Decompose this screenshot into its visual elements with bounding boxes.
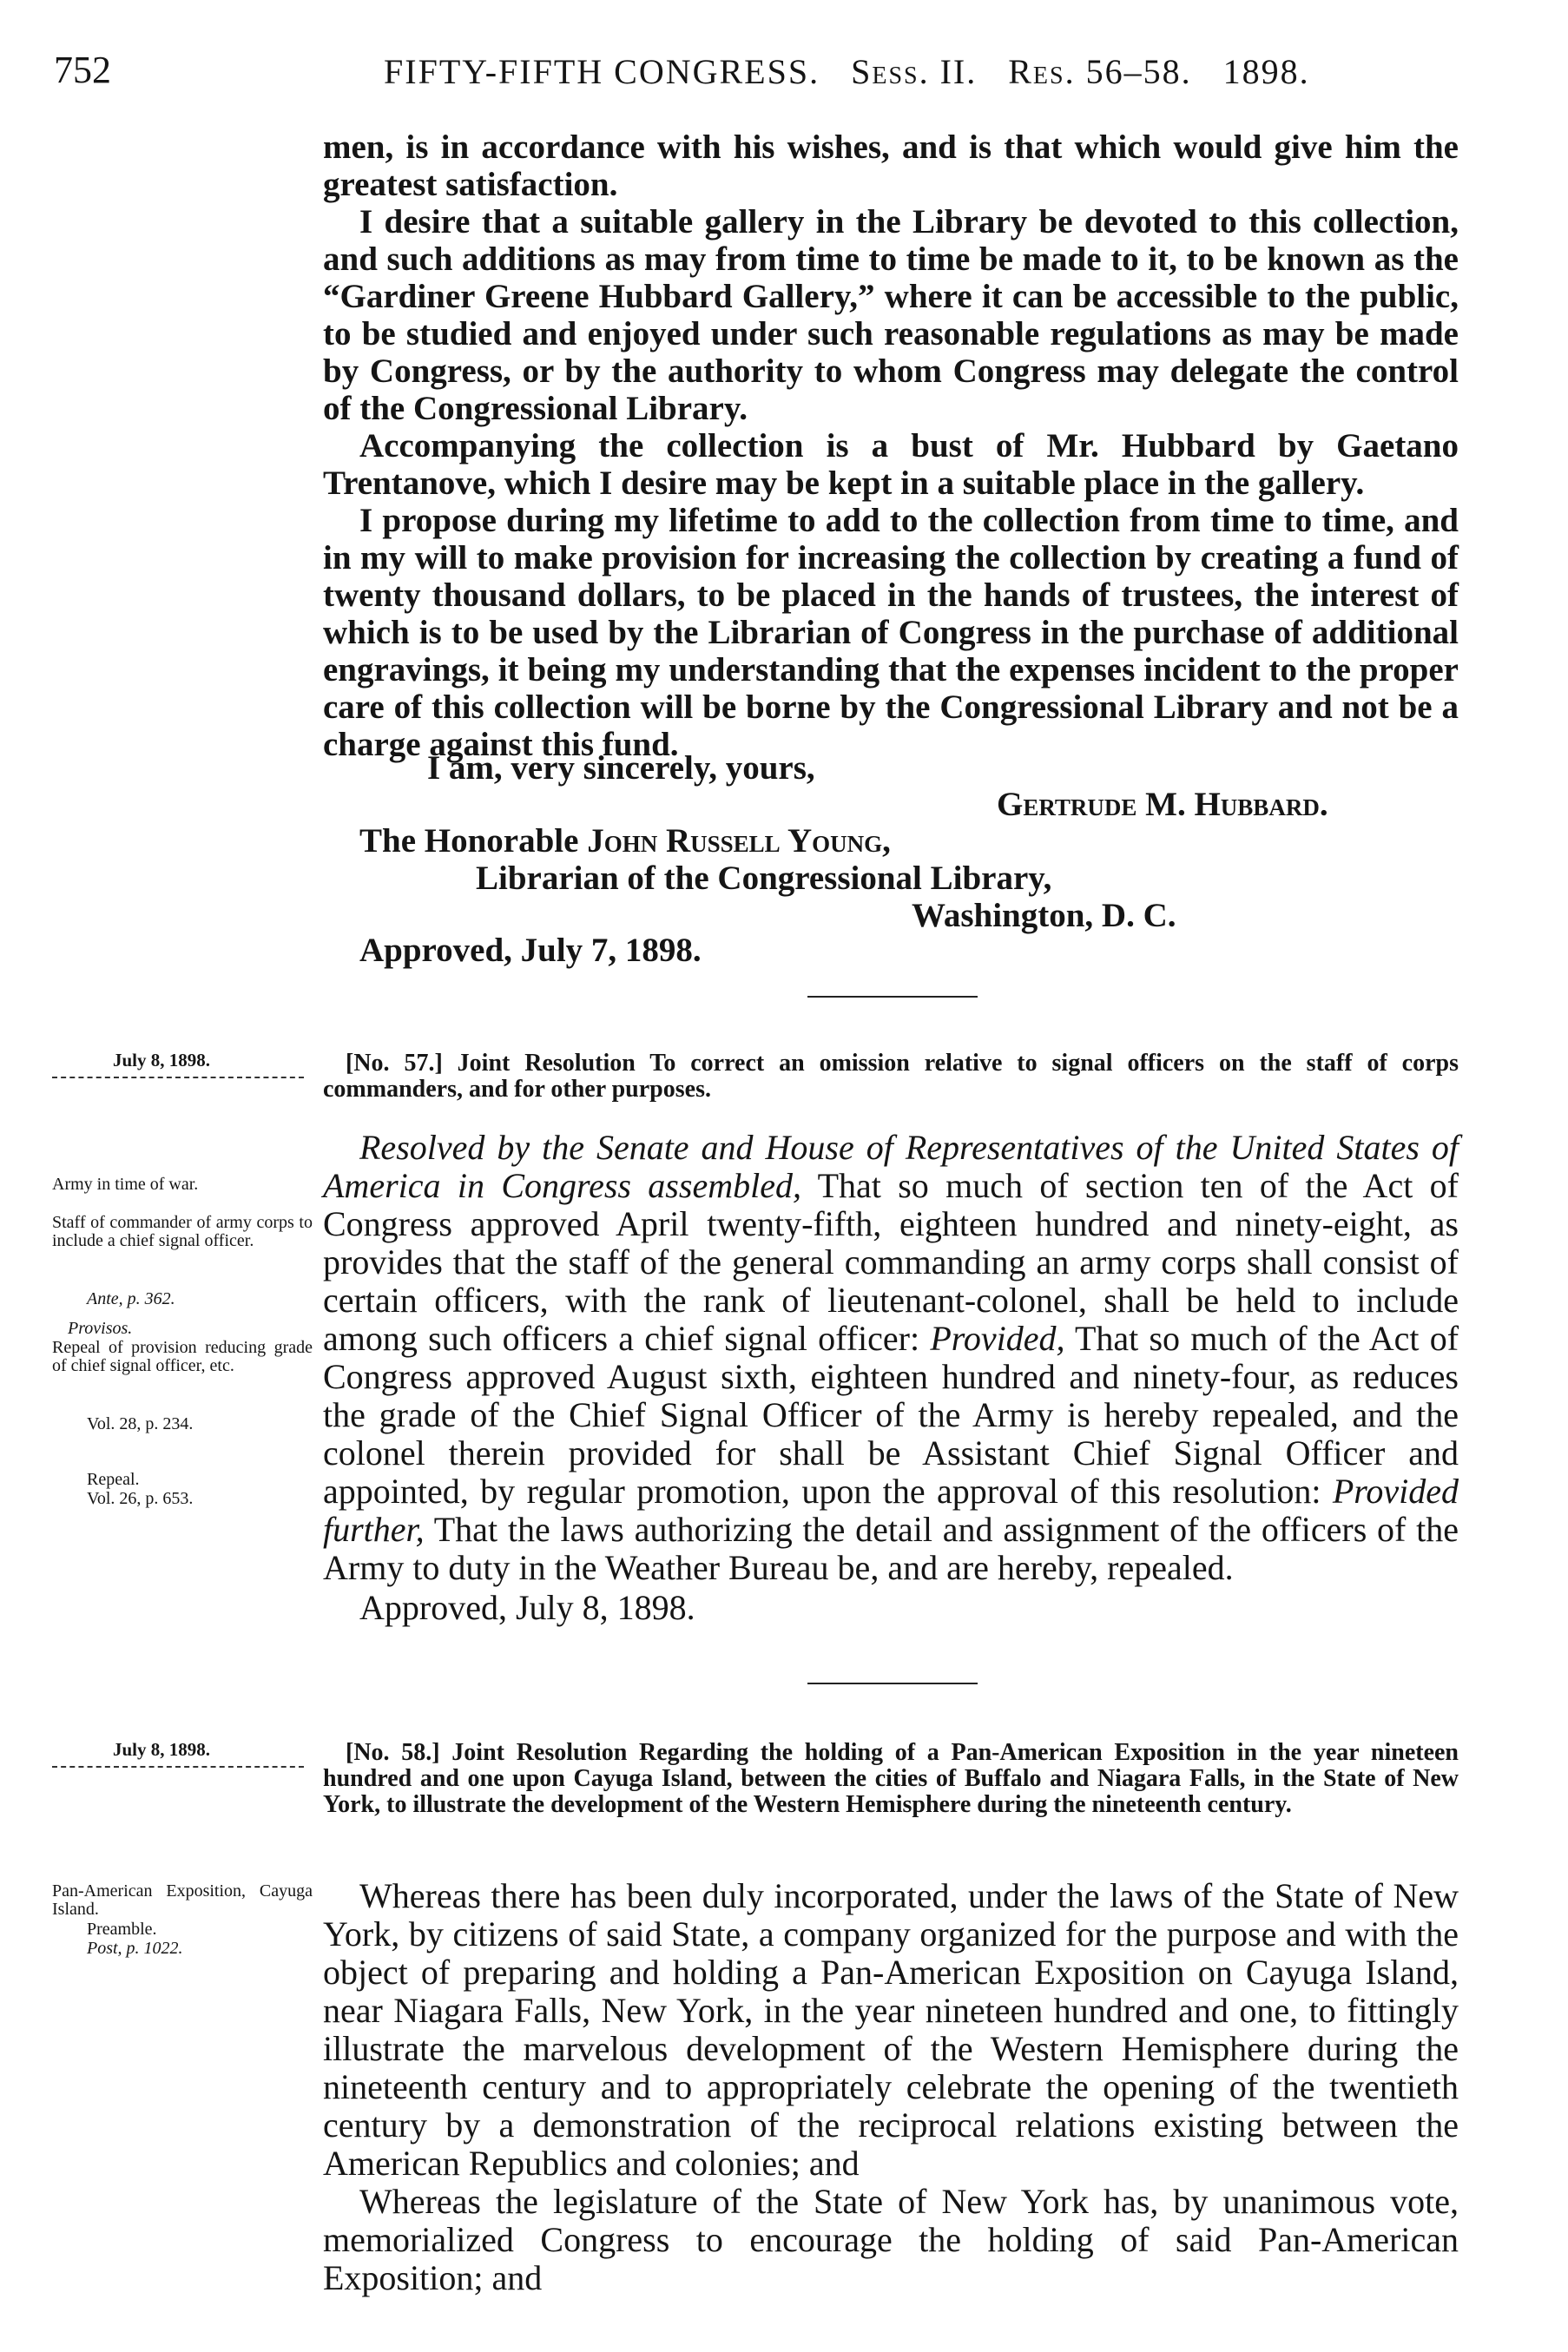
res58-paragraph: Whereas the legislature of the State of New York has, by unanimous vote, memorialized Congress to encourage the holding of said Pan-American Exposition; and	[323, 2182, 1459, 2297]
res57-body-part2: That so much of the Act of Congress approved August sixth, eighteen hundred and ninety-four, as reduces the grade of the Chief Signal Officer of the Army is hereby repealed, and the colonel therein provided for shall be Assistant Chief Signal Officer and appointed, by regular promotion, upon the approval of this resolution:	[323, 1319, 1459, 1511]
res57-caption-block	[323, 1051, 1459, 1103]
margin-note-provisos: Provisos.	[68, 1319, 133, 1338]
page-number: 752	[54, 49, 111, 91]
running-head-year: 1898.	[1222, 52, 1310, 91]
section-divider	[807, 996, 978, 998]
addressee-place: Washington, D. C.	[912, 897, 1176, 934]
margin-note-army: Army in time of war.	[52, 1175, 199, 1194]
letter-paragraph: I propose during my lifetime to add to the collection from time to time, and in my will to make provision for increasing the collection by creating a fund of twenty thousand dollars, to be placed in the hands of trustees, the interest of which is to be used by the Librarian of Congress in the purchase of additional engravings, it being my understanding that the expenses incident to the proper care of this collection will be borne by the Congressional Library and not be a charge against this fund.	[323, 502, 1459, 763]
letter-addressee	[359, 821, 891, 860]
running-head-resolutions: Res. 56–58.	[1008, 52, 1192, 91]
margin-note-ante: Ante, p. 362.	[87, 1289, 175, 1308]
res57-body	[323, 1129, 1459, 1627]
running-head-congress: FIFTY-FIFTH CONGRESS.	[384, 52, 820, 91]
proviso-2: Provided further,	[323, 1472, 1459, 1549]
margin-note-post: Post, p. 1022.	[87, 1939, 183, 1958]
dashed-rule	[52, 1766, 304, 1768]
margin-note-preamble: Preamble.	[87, 1920, 157, 1939]
margin-note-repeal-provision: Repeal of provision reducing grade of chief signal officer, etc.	[52, 1338, 313, 1375]
margin-note-staff: Staff of commander of army corps to include a chief signal officer.	[52, 1213, 313, 1250]
margin-note-vol26: Vol. 26, p. 653.	[87, 1489, 194, 1508]
letter-signature: Gertrude M. Hubbard.	[997, 786, 1328, 823]
letter-approved: Approved, July 7, 1898.	[359, 932, 702, 969]
res58-margin-date: July 8, 1898.	[113, 1739, 211, 1760]
res58-paragraph: Whereas there has been duly incorporated, under the laws of the State of New York, by citizens of said State, a company organized for the purpose and with the object of preparing and holding a Pan-American Exposition on Cayuga Island, near Niagara Falls, New York, in the year nineteen hundred and one, to fittingly illustrate the marvelous development of the Western Hemisphere during the nineteenth century and to appropriately celebrate the opening of the twentieth century by a demonstration of the reciprocal relations existing between the American Republics and colonies; and	[323, 1876, 1459, 2183]
addressee-title: Librarian of the Congressional Library,	[476, 860, 1052, 897]
enacting-clause: Resolved by the Senate and House of Representatives of the United States of America in Congress assembled,	[323, 1128, 1459, 1205]
margin-note-pan-american: Pan-American Exposition, Cayuga Island.	[52, 1881, 313, 1919]
proviso-1: Provided,	[930, 1319, 1065, 1358]
res57-approved: Approved, July 8, 1898.	[359, 1588, 695, 1627]
running-head	[384, 51, 1310, 92]
letter-body	[323, 128, 1459, 763]
section-divider	[807, 1683, 978, 1684]
margin-note-repeal: Repeal.	[87, 1470, 140, 1489]
letter-paragraph: Accompanying the collection is a bust of Mr. Hubbard by Gaetano Trentanove, which I desire may be kept in a suitable place in the gallery.	[323, 427, 1459, 502]
res58-caption-block	[323, 1740, 1459, 1818]
addressee-prefix: The Honorable	[359, 822, 579, 860]
letter-paragraph: I desire that a suitable gallery in the Library be devoted to this collection, and such additions as may from time to time be made to it, to be known as the “Gardiner Greene Hubbard Gallery,” where it can be accessible to the public, to be studied and enjoyed under such reasonable regulations as may be made by Congress, or by the authority to whom Congress may delegate the control of the Congressional Library.	[323, 203, 1459, 427]
dashed-rule	[52, 1077, 304, 1078]
res57-caption: [No. 57.] Joint Resolution To correct an omission relative to signal officers on the staff of corps commanders, and for other purposes.	[323, 1050, 1459, 1103]
res58-caption: [No. 58.] Joint Resolution Regarding the holding of a Pan-American Exposition in the year nineteen hundred and one upon Cayuga Island, between the cities of Buffalo and Niagara Falls, in the State of New York, to illustrate the development of the Western Hemisphere during the nineteenth century.	[323, 1739, 1459, 1818]
letter-paragraph: men, is in accordance with his wishes, and is that which would give him the greatest satisfaction.	[323, 128, 1459, 203]
page-header	[54, 48, 1486, 100]
letter-closing: I am, very sincerely, yours,	[427, 749, 815, 787]
res57-text	[323, 1129, 1459, 1587]
res58-body	[323, 1877, 1459, 2297]
res57-body-part1: That so much of section ten of the Act of Congress approved April twenty-fifth, eighteen hundred and ninety-eight, as provides that the staff of the general commanding an army corps shall consist of certain officers, with the rank of lieutenant-colonel, shall be held to include among such officers a chief signal officer:	[323, 1166, 1459, 1358]
res57-margin-date: July 8, 1898.	[113, 1050, 211, 1071]
addressee-name: John Russell Young,	[587, 822, 891, 860]
res57-body-part3: That the laws authorizing the detail and assignment of the officers of the Army to duty in the Weather Bureau be, and are hereby, repealed.	[323, 1510, 1459, 1587]
margin-note-vol28: Vol. 28, p. 234.	[87, 1414, 194, 1433]
running-head-session: Sess. II.	[851, 52, 978, 91]
